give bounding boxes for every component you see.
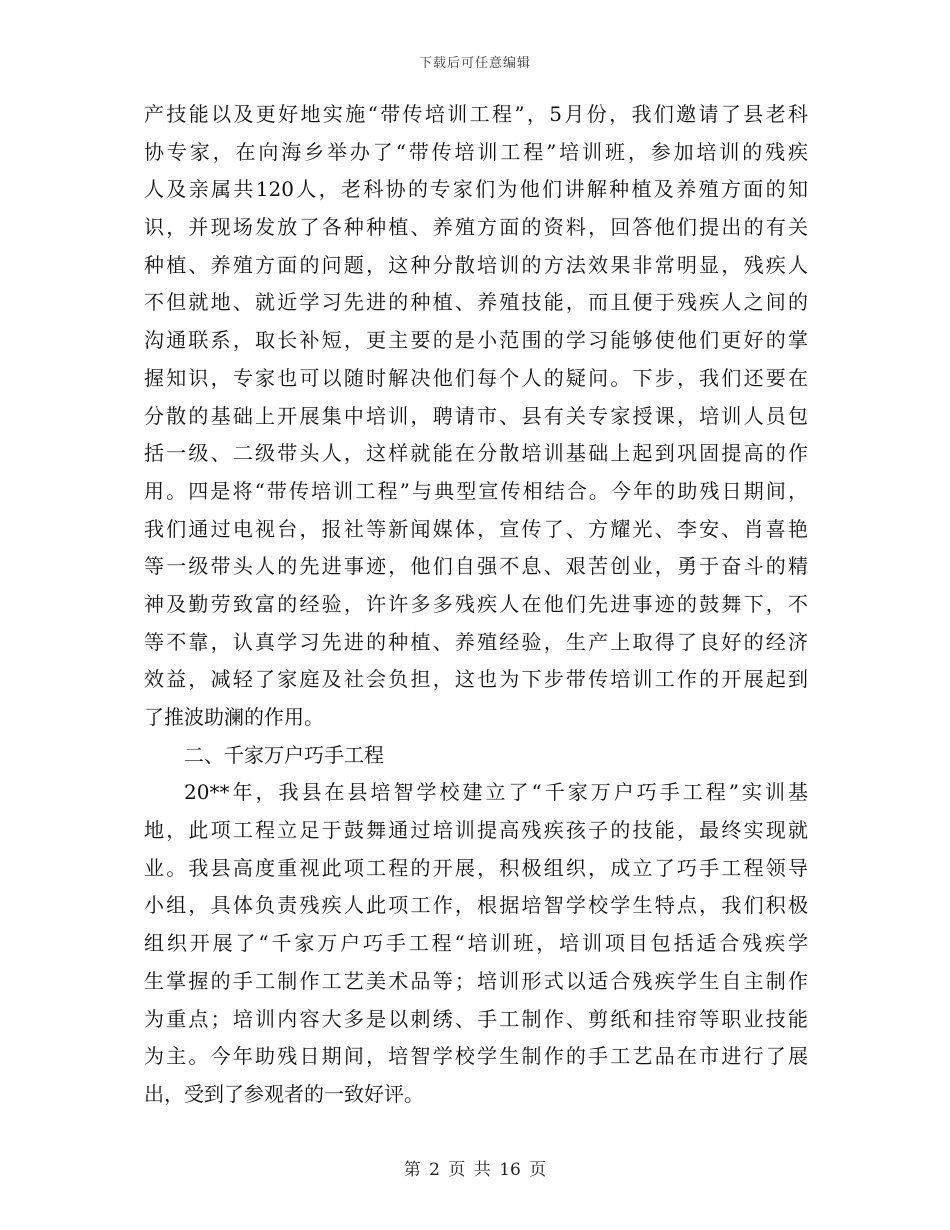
text-line: 效益，减轻了家庭及社会负担，这也为下步带传培训工作的开展起到 — [144, 667, 808, 692]
page-header: 下载后可任意编辑 — [418, 56, 531, 71]
text-line: 为重点；培训内容大多是以刺绣、手工制作、剪纸和挂帘等职业技能 — [144, 1006, 808, 1031]
text-line: 神及勤劳致富的经验，许许多多残疾人在他们先进事迹的鼓舞下，不 — [144, 591, 808, 616]
text-line: 等一级带头人的先进事迹，他们自强不息、艰苦创业，勇于奋斗的精 — [144, 554, 808, 579]
document-body — [144, 96, 808, 1114]
text-line: 产技能以及更好地实施“带传培训工程”，5月份，我们邀请了县老科 — [144, 102, 808, 126]
text-line: 沟通联系，取长补短，更主要的是小范围的学习能够使他们更好的掌 — [144, 328, 808, 353]
text-line: 人及亲属共120人，老科协的专家们为他们讲解种植及养殖方面的知 — [144, 177, 808, 202]
text-line: 了推波助澜的作用。 — [144, 705, 324, 729]
text-line: 生掌握的手工制作工艺美术品等；培训形式以适合残疾学生自主制作 — [144, 968, 808, 993]
text-line: 等不靠，认真学习先进的种植、养殖经验，生产上取得了良好的经济 — [144, 629, 808, 654]
text-line: 括一级、二级带头人，这样就能在分散培训基础上起到巩固提高的作 — [144, 441, 808, 466]
page-number: 第 2 页 共 16 页 — [403, 1160, 547, 1180]
text-line: 我们通过电视台，报社等新闻媒体，宣传了、方耀光、李安、肖喜艳 — [144, 516, 808, 541]
text-line: 20**年，我县在县培智学校建立了“千家万户巧手工程”实训基 — [184, 780, 808, 805]
text-line: 为主。今年助残日期间，培智学校学生制作的手工艺品在市进行了展 — [144, 1044, 808, 1069]
text-line: 种植、养殖方面的问题，这种分散培训的方法效果非常明显，残疾人 — [144, 252, 808, 277]
text-line: 协专家，在向海乡举办了“带传培训工程”培训班，参加培训的残疾 — [144, 139, 808, 164]
text-line: 小组，具体负责残疾人此项工作，根据培智学校学生特点，我们积极 — [144, 893, 808, 918]
text-line: 业。我县高度重视此项工程的开展，积极组织，成立了巧手工程领导 — [144, 855, 808, 880]
text-line: 识，并现场发放了各种种植、养殖方面的资料，回答他们提出的有关 — [144, 215, 808, 240]
text-line: 分散的基础上开展集中培训，聘请市、县有关专家授课，培训人员包 — [144, 403, 808, 428]
text-line: 组织开展了“千家万户巧手工程“培训班，培训项目包括适合残疾学 — [144, 931, 808, 956]
text-line: 不但就地、就近学习先进的种植、养殖技能，而且便于残疾人之间的 — [144, 290, 808, 315]
text-line: 用。四是将“带传培训工程”与典型宣传相结合。今年的助残日期间， — [144, 478, 808, 503]
text-line: 握知识，专家也可以随时解决他们每个人的疑问。下步，我们还要在 — [144, 365, 808, 390]
text-line: 二、千家万户巧手工程 — [184, 742, 384, 767]
text-line: 出，受到了参观者的一致好评。 — [144, 1081, 424, 1106]
text-line: 地，此项工程立足于鼓舞通过培训提高残疾孩子的技能，最终实现就 — [144, 818, 808, 843]
